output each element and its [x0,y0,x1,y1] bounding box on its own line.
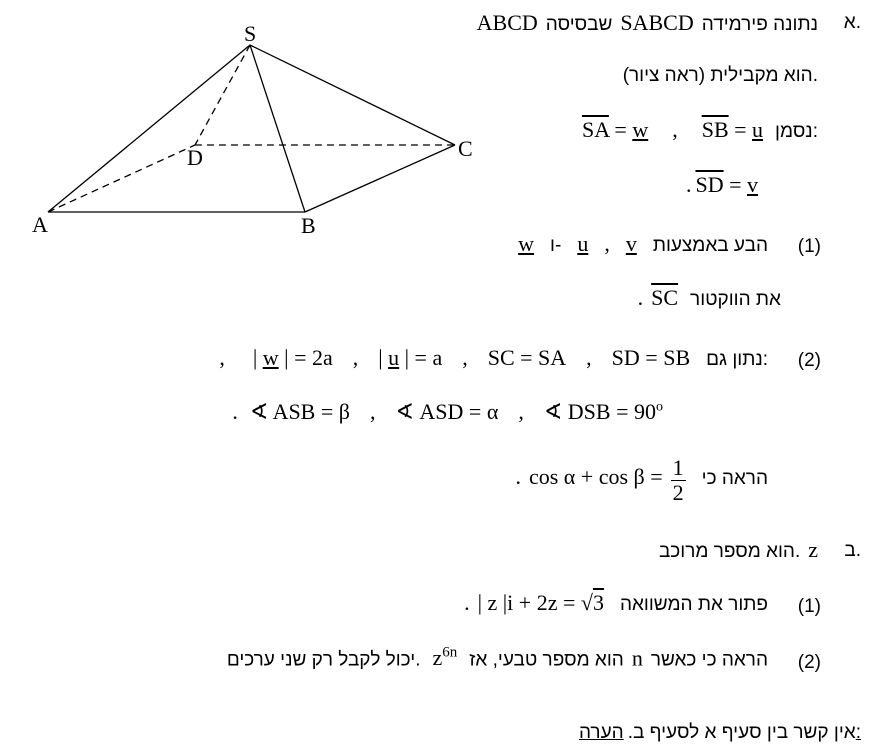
edge-bc [305,145,455,212]
text-whose-base: שבסיסה [545,14,613,35]
period: . [515,464,521,490]
symbol-w: w [632,117,649,142]
a1-line2 [638,285,781,311]
note [579,722,861,744]
period: . [232,399,238,424]
degree-sup: o [656,399,663,415]
symbol-n: n [631,645,643,671]
b2-text-2: הוא מספר טבעי, אז [469,649,624,671]
pyramid-diagram [0,0,500,245]
vector-sa: $\overline{SA}$ [581,117,609,142]
b1-text: פתור את המשוואה [619,594,768,615]
a2-line1 [219,345,768,371]
z-exponent: 6n [442,645,458,661]
text-given-pyramid: נתונה פירמידה [701,14,818,35]
symbol-w: w [262,345,279,370]
angle-asb: ∢ ASB = β [249,399,350,424]
edge-sd [195,45,250,145]
period: . [464,590,470,615]
b2-text-1: הראה כי כאשר [650,649,768,671]
a2-number: (2) [797,350,821,371]
comma: , [604,231,610,256]
eq-sign: = [728,117,753,142]
symbol-z: z [808,537,818,562]
edge-ad [48,145,195,212]
z-power [433,645,458,670]
and-word: ו- [550,235,562,256]
symbol-v: v [747,172,758,197]
eq-sign: = [608,117,633,142]
define-line [582,117,818,143]
sep: , [586,345,592,370]
norm-u: | u | = a [378,345,443,370]
a1-number: (1) [797,236,821,257]
edge-sa [48,45,250,212]
note-label: הערה: [578,722,861,743]
symbol-u: u [388,345,400,370]
b2-line [227,645,768,671]
define-label: נסמן: [775,121,818,142]
period: . [685,172,692,197]
vertex-s-label: S [244,21,257,46]
fraction-numerator: 1 [672,455,684,480]
eq-rest: i + 2z = [507,590,576,615]
sqrt-arg: 3 [592,590,604,615]
eq-z: z [487,590,498,615]
edge-sb [250,45,305,212]
b2-number: (2) [797,652,821,673]
a1-line1 [518,231,768,257]
symbol-w: w [518,231,535,256]
symbol-u: u [752,117,764,142]
intro-text: הוא מספר מרוכב. [658,541,801,562]
a2-show [515,456,768,505]
sep: , [462,345,468,370]
show-text: הראה כי [701,468,768,490]
note-text: אין קשר בין סעיף א לסעיף ב. [627,722,856,743]
a1-text-2: את הווקטור [690,289,781,310]
given-label: נתון גם: [706,349,768,370]
cond-sd-sb: SD = SB [611,345,691,370]
sep: , [219,345,225,370]
b1-line [464,590,768,616]
vector-sb: $\overline{SB}$ [701,117,729,142]
symbol-u: u [577,231,589,256]
sep: , [369,399,376,424]
cond-sc-sa: SC = SA [487,345,567,370]
vertex-a-label: A [32,212,48,237]
vector-sc: $\overline{SC}$ [651,285,679,310]
vector-sd: $\overline{SD}$ [695,172,724,197]
fraction-half [671,456,686,505]
vertex-d-label: D [187,145,203,170]
norm-u-value: = a [414,345,443,370]
period: . [637,285,644,310]
define-line-2 [686,172,758,198]
part-a-marker: א. [843,12,861,33]
norm-w-value: = 2a [294,345,333,370]
sqrt: √3 [580,590,604,615]
sep: , [352,345,359,370]
base-name: ABCD [476,10,538,35]
angle-asd: ∢ ASD = α [395,399,499,424]
norm-w: | w | = 2a [252,345,333,370]
part-a-line2: הוא מקבילית (ראה ציור). [622,65,818,86]
a2-angles [232,399,663,425]
part-a-line1 [477,10,818,36]
separator: , [672,117,678,142]
angle-dsb [544,399,663,424]
symbol-v: v [625,231,637,256]
part-b-marker: ב. [844,540,861,561]
a1-text: הבע באמצעות [652,235,768,256]
fraction-denominator: 2 [672,480,684,505]
angle-dsb-value: ∢ DSB = 90 [543,399,656,424]
b1-number: (1) [797,596,821,617]
z-base: z [432,645,443,671]
vertex-b-label: B [301,213,316,238]
edge-sc [250,45,455,145]
vertex-c-label: C [458,136,473,161]
sep: , [518,399,524,424]
equation: | z |i + 2z = √3 [477,590,604,615]
show-expression: cos α + cos β = [528,464,663,490]
eq-sign: = [723,172,747,197]
b2-text-3: יכול לקבל רק שני ערכים. [226,649,421,671]
pyramid-name: SABCD [620,10,694,35]
part-b-intro [659,537,818,563]
